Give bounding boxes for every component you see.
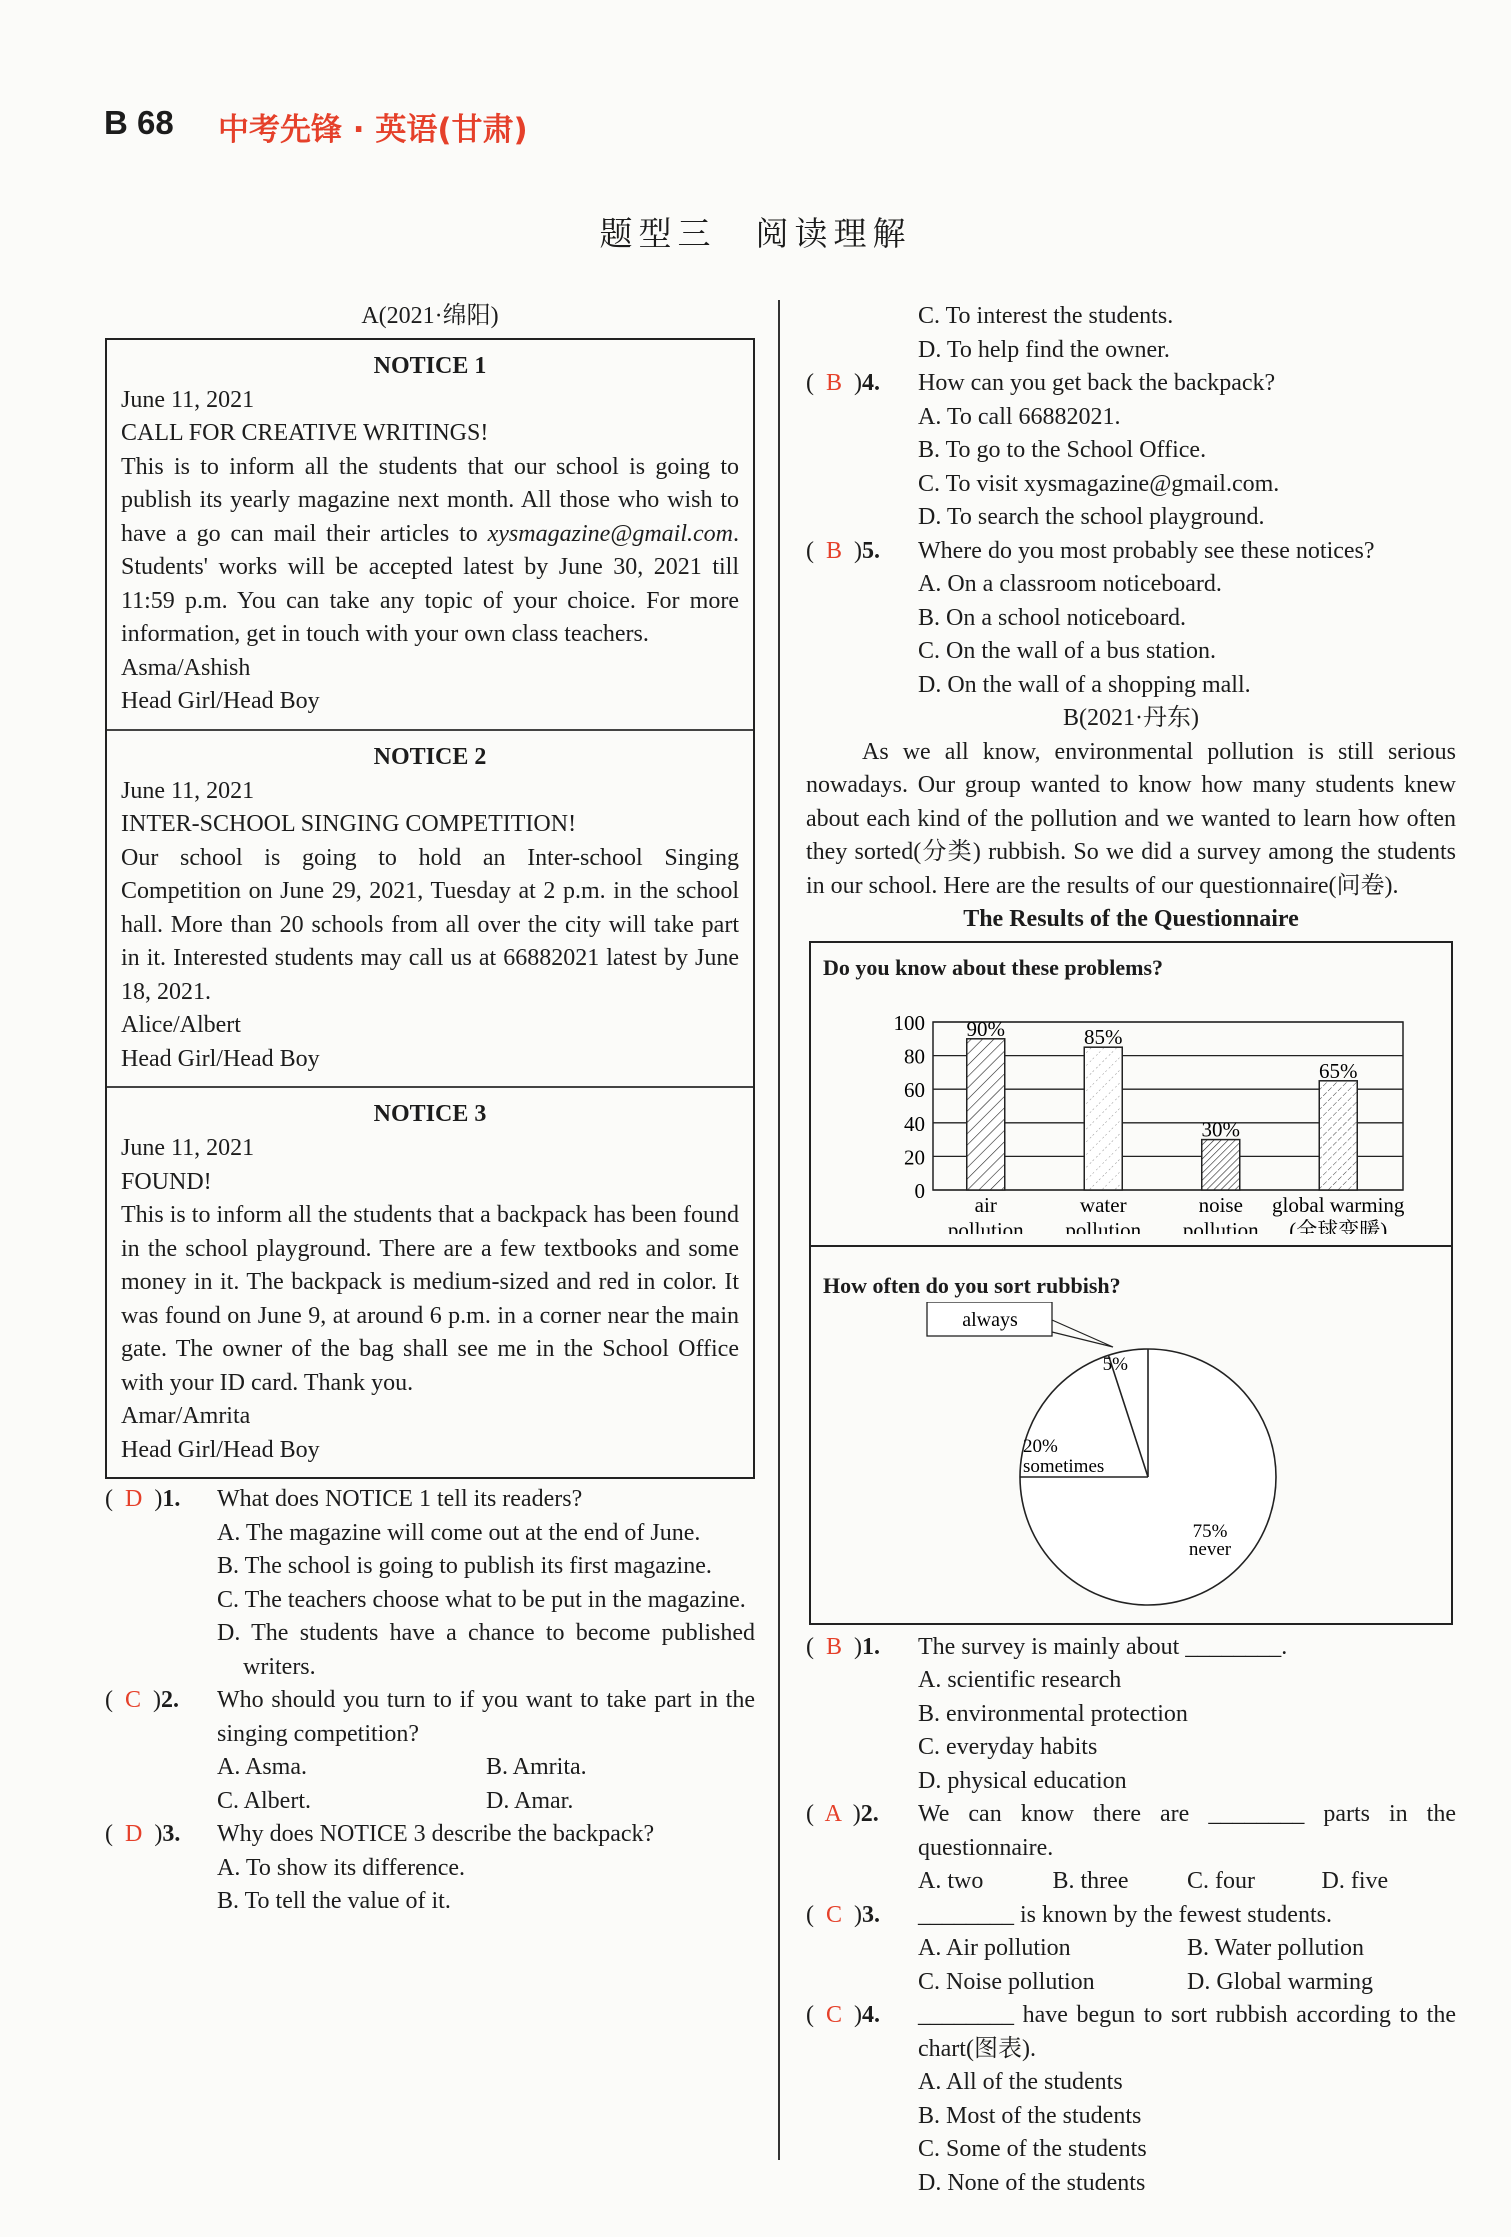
- options: [918, 1865, 1456, 1899]
- option-A: A. scientific research: [918, 1667, 1122, 1693]
- label-sometimes: sometimes: [1023, 1456, 1105, 1477]
- x-tick-label: water: [1079, 1193, 1127, 1217]
- notice-2: [107, 731, 753, 1089]
- notice-headline: FOUND!: [121, 1168, 212, 1195]
- options: [217, 1517, 755, 1685]
- question-number: 3.: [162, 1821, 181, 1847]
- option-C: C. To visit xysmagazine@gmail.com.: [918, 470, 1280, 497]
- notice-headline: CALL FOR CREATIVE WRITINGS!: [121, 420, 489, 446]
- questions-a-part2: [806, 300, 1456, 702]
- question-number: 2.: [161, 1687, 180, 1713]
- notice-date: June 11, 2021: [121, 777, 255, 804]
- answer-slot: ( A )2.: [806, 1801, 879, 1827]
- y-tick-label: 20: [904, 1145, 925, 1170]
- options: [918, 2066, 1456, 2200]
- option-A: A. Asma.: [217, 1754, 307, 1780]
- question-text: What does NOTICE 1 tell its readers?: [217, 1486, 583, 1512]
- pie-chart: [811, 1302, 1451, 1612]
- data-label: 85%: [1084, 1025, 1123, 1050]
- pct-sometimes: 20%: [1023, 1436, 1058, 1457]
- callout-pointer: [1052, 1320, 1113, 1347]
- question-number: 5.: [862, 537, 881, 564]
- notice-title: NOTICE 2: [373, 743, 487, 770]
- x-tick-label: (全球变暖): [1289, 1218, 1388, 1234]
- option-C: C. Albert.: [217, 1787, 311, 1814]
- bar-chart: [811, 984, 1451, 1234]
- bar-chart-panel: [811, 943, 1451, 1247]
- options: [918, 568, 1456, 702]
- option-B: B. Water pollution: [1187, 1935, 1364, 1961]
- passage-b-text: As we all know, environmental pollution is still serious nowadays. Our group wanted to know how many students knew about each kind of the pollution and we wanted to learn how often they sorted(分类) rubbish. So we did a survey among the students in our school. Here are the results of our questionnaire(问卷).: [806, 738, 1456, 899]
- notice-body: This is to inform all the students that a backpack has been found in the school playground. There are a few textbooks and some money in it. The backpack is medium-sized and red in color. It was found on June 9, at around 6 p.m. in a corner near the main gate. The owner of the bag shall see me in the School Office with your ID card. Thank you.: [121, 1202, 739, 1396]
- question-stem: [806, 367, 1456, 401]
- answer-letter: C: [826, 1901, 843, 1928]
- question-number: 3.: [862, 1901, 881, 1928]
- notices-box: [105, 338, 755, 1480]
- question-stem: [105, 1684, 755, 1751]
- notice-title: NOTICE 1: [373, 352, 487, 379]
- option-A: A. On a classroom noticeboard.: [918, 571, 1222, 597]
- option-D: D. physical education: [918, 1767, 1127, 1794]
- option-A: A. two: [918, 1868, 984, 1894]
- label-never: never: [1188, 1539, 1232, 1560]
- option-D: D. To help find the owner.: [918, 336, 1170, 363]
- email-address: xysmagazine@gmail.com: [487, 520, 733, 547]
- x-tick-label: pollution: [1065, 1218, 1142, 1234]
- notice-signers: Alice/Albert: [121, 1012, 241, 1038]
- passage-b-heading: B(2021·丹东): [1063, 705, 1199, 731]
- question-stem: [105, 1483, 755, 1517]
- bar: [1202, 1140, 1240, 1190]
- notice-date: June 11, 2021: [121, 1135, 255, 1161]
- question-text: How can you get back the backpack?: [918, 370, 1276, 396]
- option-D: D. Global warming: [1187, 1968, 1373, 1995]
- notice-roles: Head Girl/Head Boy: [121, 688, 320, 714]
- options: [918, 1664, 1456, 1798]
- option-B: B. The school is going to publish its first magazine.: [217, 1553, 712, 1579]
- question-text: We can know there are ________ parts in the questionnaire.: [918, 1801, 1456, 1861]
- questions-a-part1: [105, 1483, 755, 1919]
- x-tick-label: global warming: [1272, 1193, 1405, 1217]
- answer-slot: ( C )4.: [806, 2002, 881, 2028]
- question-stem: [806, 1798, 1456, 1865]
- questionnaire-results: [809, 941, 1453, 1625]
- answer-letter: B: [826, 1633, 843, 1660]
- book-title: 中考先锋 · 英语(甘肃): [218, 112, 528, 148]
- option-B: B. To tell the value of it.: [217, 1888, 451, 1914]
- y-tick-label: 80: [904, 1044, 925, 1069]
- data-label: 90%: [966, 1016, 1005, 1041]
- question-number: 1.: [862, 1633, 881, 1660]
- option-D: D. The students have a chance to become published writers.: [217, 1620, 755, 1680]
- option-A: A. Air pollution: [918, 1935, 1071, 1961]
- option-C: C. Some of the students: [918, 2136, 1147, 2162]
- label-always: always: [962, 1309, 1018, 1331]
- option-A: A. All of the students: [918, 2069, 1123, 2095]
- notice-signers: Asma/Ashish: [121, 654, 251, 681]
- x-tick-label: air: [974, 1193, 997, 1217]
- notice-signers: Amar/Amrita: [121, 1403, 251, 1429]
- pct-never: 75%: [1192, 1521, 1228, 1542]
- option-B: B. Most of the students: [918, 2102, 1142, 2129]
- question-stem: [806, 1899, 1456, 1933]
- notice-date: June 11, 2021: [121, 386, 255, 413]
- question-5: [806, 535, 1456, 703]
- y-tick-label: 60: [904, 1078, 925, 1103]
- passage-a-heading: A(2021·绵阳): [361, 303, 499, 329]
- y-tick-label: 40: [904, 1111, 925, 1136]
- option-B: B. To go to the School Office.: [918, 437, 1207, 463]
- options: [217, 1751, 755, 1818]
- notice-3: [107, 1088, 753, 1477]
- answer-slot: ( D )3.: [105, 1821, 181, 1847]
- notice-body: Our school is going to hold an Inter-school Singing Competition on June 29, 2021, Tuesday at 2 p.m. in the school hall. More than 20 schools from all over the city will take part in it. Interested students may call us at 66882021 latest by June 18, 2021.: [121, 844, 739, 1005]
- answer-letter: D: [125, 1821, 143, 1847]
- question-4: [806, 367, 1456, 535]
- question-stem: [806, 1999, 1456, 2066]
- bar: [1319, 1081, 1357, 1190]
- answer-letter: C: [826, 2002, 843, 2028]
- question-1: [105, 1483, 755, 1684]
- question-text: ________ have begun to sort rubbish according to the chart(图表).: [918, 2002, 1456, 2062]
- question-3: [105, 1818, 755, 1919]
- x-tick-label: pollution: [947, 1218, 1024, 1234]
- answer-letter: A: [824, 1801, 841, 1827]
- option-B: B. On a school noticeboard.: [918, 604, 1186, 631]
- question-3: [806, 1899, 1456, 2000]
- y-tick-label: 100: [893, 1011, 925, 1035]
- question-number: 4.: [862, 370, 881, 396]
- answer-slot: ( D )1.: [105, 1486, 181, 1512]
- question-1: [806, 1631, 1456, 1799]
- question-text: Who should you turn to if you want to take part in the singing competition?: [217, 1687, 755, 1747]
- x-tick-label: noise: [1198, 1193, 1243, 1217]
- question-text: Why does NOTICE 3 describe the backpack?: [217, 1821, 655, 1847]
- option-B: B. Amrita.: [486, 1754, 587, 1780]
- option-D: D. On the wall of a shopping mall.: [918, 671, 1251, 698]
- question-stem: [105, 1818, 755, 1852]
- bar-chart-title: Do you know about these problems?: [823, 954, 1164, 980]
- answer-letter: D: [125, 1486, 143, 1512]
- questions-b: [806, 1631, 1456, 2201]
- bar: [1084, 1047, 1122, 1190]
- option-B: B. three: [1052, 1868, 1129, 1894]
- options: [918, 300, 1456, 367]
- notice-roles: Head Girl/Head Boy: [121, 1045, 320, 1072]
- question-number: 1.: [162, 1486, 181, 1512]
- question-4: [806, 1999, 1456, 2200]
- right-column: [806, 300, 1456, 2200]
- notice-body-text: . Students' works will be accepted latest by June 30, 2021 till 11:59 p.m. You can take any topic of your choice. For more information, get in touch with your own class teachers.: [121, 520, 739, 647]
- answer-letter: B: [826, 370, 843, 396]
- option-C: C. On the wall of a bus station.: [918, 638, 1216, 664]
- option-C: C. To interest the students.: [918, 303, 1174, 329]
- notice-headline: INTER-SCHOOL SINGING COMPETITION!: [121, 811, 577, 837]
- notice-roles: Head Girl/Head Boy: [121, 1436, 320, 1463]
- question-number: 2.: [860, 1801, 879, 1827]
- answer-slot: ( B )1.: [806, 1633, 881, 1660]
- y-tick-label: 0: [914, 1179, 925, 1203]
- option-B: B. environmental protection: [918, 1700, 1188, 1727]
- notice-body: [121, 451, 739, 652]
- bar: [967, 1039, 1005, 1190]
- answer-slot: ( B )5.: [806, 537, 881, 564]
- answer-slot: ( B )4.: [806, 370, 881, 396]
- options: [918, 401, 1456, 535]
- data-label: 30%: [1201, 1117, 1240, 1142]
- option-C: C. The teachers choose what to be put in the magazine.: [217, 1586, 746, 1613]
- column-divider: [778, 300, 780, 2160]
- option-A: A. To show its difference.: [217, 1854, 466, 1881]
- options: [217, 1852, 755, 1919]
- notice-title: NOTICE 3: [373, 1101, 487, 1127]
- x-tick-label: pollution: [1182, 1218, 1259, 1234]
- pct-always: 5%: [1102, 1354, 1128, 1375]
- option-A: A. To call 66882021.: [918, 403, 1121, 430]
- question-stem: [806, 1631, 1456, 1665]
- option-C: C. everyday habits: [918, 1734, 1098, 1760]
- answer-letter: B: [826, 537, 843, 564]
- options: [918, 1932, 1456, 1999]
- question-text: Where do you most probably see these notices?: [918, 537, 1375, 564]
- option-C: C. Noise pollution: [918, 1968, 1095, 1995]
- pie-chart-title: How often do you sort rubbish?: [823, 1272, 1121, 1298]
- answer-letter: C: [125, 1687, 142, 1713]
- answer-slot: ( C )3.: [806, 1901, 881, 1928]
- question-2: [105, 1684, 755, 1818]
- pie-chart-panel: [811, 1247, 1451, 1623]
- results-title: The Results of the Questionnaire: [963, 906, 1299, 932]
- question-stem: [806, 535, 1456, 569]
- question-number: 4.: [862, 2002, 881, 2028]
- answer-slot: ( C )2.: [105, 1687, 180, 1713]
- notice-1: [107, 340, 753, 731]
- question-3: [806, 300, 1456, 367]
- page-number: B 68: [104, 104, 174, 141]
- option-D: D. None of the students: [918, 2169, 1146, 2196]
- option-D: D. To search the school playground.: [918, 504, 1265, 530]
- question-2: [806, 1798, 1456, 1899]
- notice-body-text: This is to inform all the students that our school is going to publish its yearly magazine next month. All those who wish to have a go can mail their articles to: [121, 453, 739, 547]
- section-title: 题型三 阅读理解: [599, 217, 912, 253]
- option-D: D. Amar.: [486, 1787, 574, 1814]
- question-text: ________ is known by the fewest students.: [918, 1901, 1332, 1928]
- question-text: The survey is mainly about ________.: [918, 1633, 1288, 1660]
- left-column: [105, 300, 755, 1919]
- option-A: A. The magazine will come out at the end of June.: [217, 1519, 701, 1546]
- data-label: 65%: [1319, 1058, 1358, 1083]
- option-C: C. four: [1187, 1868, 1255, 1894]
- option-D: D. five: [1321, 1868, 1389, 1894]
